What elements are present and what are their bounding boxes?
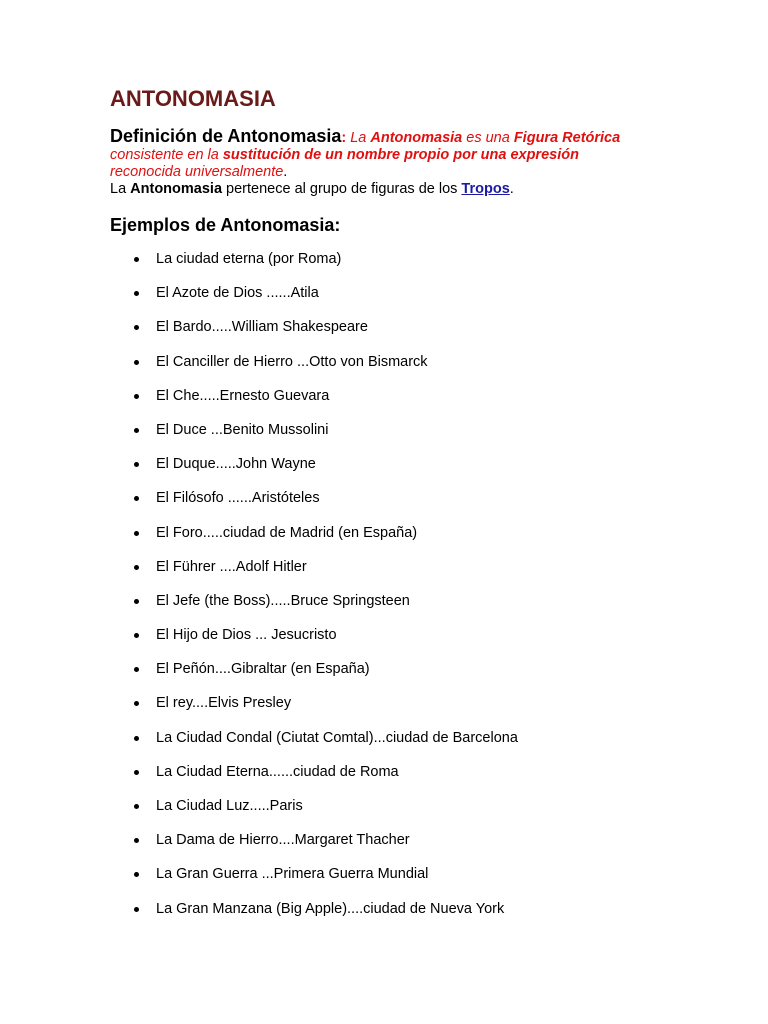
bullet-icon (134, 428, 139, 433)
list-item (110, 284, 630, 318)
bullet-icon (134, 701, 139, 706)
tropos-term: Antonomasia (130, 181, 223, 197)
definition-text-1: La (346, 130, 371, 146)
list-item-text: El Führer ....Adolf Hitler (156, 558, 307, 575)
bullet-icon (134, 325, 139, 330)
list-item-text: El rey....Elvis Presley (156, 695, 292, 712)
tropos-link[interactable]: Tropos (461, 181, 510, 197)
list-item-text: El Bardo.....William Shakespeare (156, 319, 368, 336)
definition-paragraph (110, 128, 630, 198)
list-item-text: El Peñón....Gibraltar (en España) (156, 661, 370, 678)
list-item (110, 763, 630, 797)
bullet-icon (134, 394, 139, 399)
list-item (110, 250, 630, 284)
list-item-text: El Jefe (the Boss).....Bruce Springsteen (156, 592, 410, 609)
list-item (110, 865, 630, 899)
bullet-icon (134, 599, 139, 604)
list-item-text: El Canciller de Hierro ...Otto von Bismarck (156, 353, 428, 370)
list-item-text: El Azote de Dios ......Atila (156, 285, 319, 302)
bullet-icon (134, 872, 139, 877)
list-item (110, 900, 630, 934)
tropos-text-2: pertenece al grupo de figuras de los (222, 181, 462, 197)
bullet-icon (134, 291, 139, 296)
list-item (110, 729, 630, 763)
definition-colon: : (341, 130, 347, 146)
page-title: ANTONOMASIA (110, 86, 276, 111)
bullet-icon (134, 496, 139, 501)
definition-text-2: es una (462, 130, 514, 146)
list-item-text: El Hijo de Dios ... Jesucristo (156, 627, 337, 644)
bullet-icon (134, 257, 139, 262)
list-item (110, 797, 630, 831)
list-item-text: El Foro.....ciudad de Madrid (en España) (156, 524, 418, 541)
bullet-icon (134, 770, 139, 775)
list-item (110, 626, 630, 660)
list-item (110, 558, 630, 592)
list-item-text: La Ciudad Eterna......ciudad de Roma (156, 763, 399, 780)
bullet-icon (134, 360, 139, 365)
bullet-icon (134, 838, 139, 843)
list-item-text: La Gran Guerra ...Primera Guerra Mundial (156, 866, 429, 883)
list-item-text: La ciudad eterna (por Roma) (156, 251, 342, 267)
bullet-icon (134, 462, 139, 467)
definition-heading: Definición de Antonomasia (110, 126, 342, 146)
definition-figura: Figura Retórica (513, 130, 621, 146)
list-item (110, 694, 630, 728)
bullet-icon (134, 565, 139, 570)
list-item-text: La Ciudad Condal (Ciutat Comtal)...ciudad de Barcelona (156, 729, 518, 746)
list-item-text: El Duce ...Benito Mussolini (156, 421, 329, 438)
tropos-period: . (509, 181, 514, 197)
definition-text-4: reconocida universalmente (110, 164, 284, 180)
list-item (110, 387, 630, 421)
definition-text-3: consistente en la (110, 147, 223, 163)
definition-period: . (283, 164, 288, 180)
bullet-icon (134, 531, 139, 536)
list-item-text: El Che.....Ernesto Guevara (156, 387, 330, 404)
tropos-text-1: La (110, 181, 131, 197)
bullet-icon (134, 633, 139, 638)
examples-heading: Ejemplos de Antonomasia: (110, 215, 341, 235)
examples-list (110, 250, 630, 934)
document-page (110, 84, 630, 934)
bullet-icon (134, 907, 139, 912)
list-item (110, 524, 630, 558)
bullet-icon (134, 736, 139, 741)
list-item (110, 592, 630, 626)
list-item (110, 421, 630, 455)
definition-term: Antonomasia (370, 130, 463, 146)
list-item (110, 660, 630, 694)
bullet-icon (134, 804, 139, 809)
list-item (110, 831, 630, 865)
list-item-text: La Dama de Hierro....Margaret Thacher (156, 832, 410, 849)
list-item (110, 455, 630, 489)
list-item-text: La Gran Manzana (Big Apple)....ciudad de Nueva York (156, 900, 505, 917)
list-item-text: La Ciudad Luz.....Paris (156, 798, 303, 814)
bullet-icon (134, 667, 139, 672)
definition-sustitucion: sustitución de un nombre propio por una expresión (222, 147, 579, 163)
list-item (110, 318, 630, 352)
list-item-text: El Filósofo ......Aristóteles (156, 490, 320, 507)
list-item (110, 489, 630, 523)
list-item-text: El Duque.....John Wayne (156, 456, 316, 473)
list-item (110, 353, 630, 387)
